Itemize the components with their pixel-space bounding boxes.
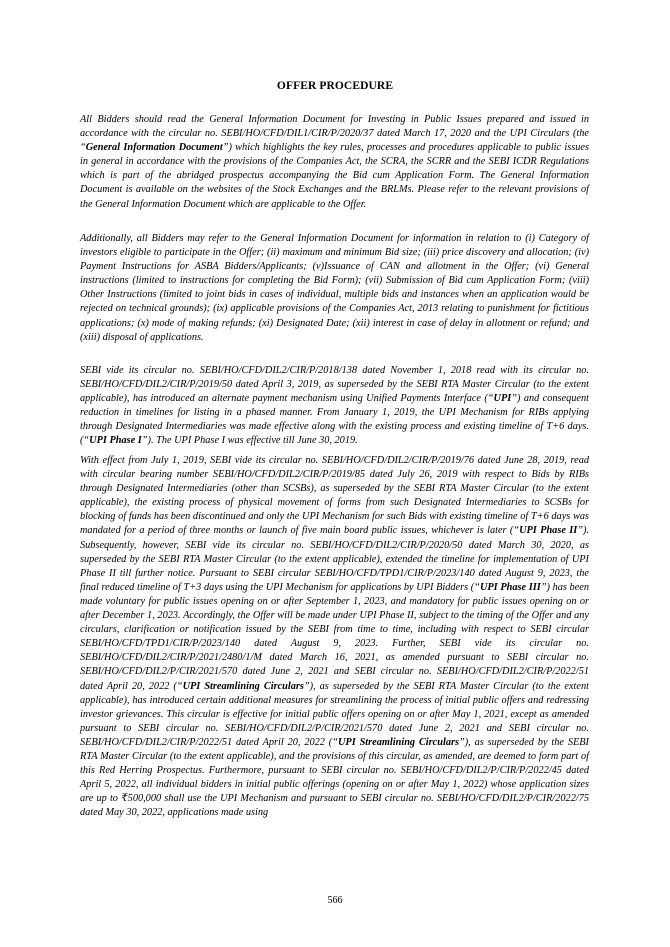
paragraph-upi-phase-1 xyxy=(80,364,589,449)
text-run: ”), as superseded by the SEBI RTA Master Circular (to the extent applicable), and the provisions of this circular, as amended, are deemed to form part of this Red Herring Prospectus. Furthermore, pursuant to SEBI circular no. SEBI/HO/CFD/DIL2/P/CIR/P/2022/45 dated April 5, 2022, all individual bidders in initial public offerings (opening on or after May 1, 2022) whose application sizes are up to ₹500,000 shall use the UPI Mechanism and pursuant to SEBI circular no. SEBI/HO/CFD/DIL2/P/CIR/2022/75 dated May 30, 2022, applications made using xyxy=(80,736,589,819)
page-number: 566 xyxy=(327,895,343,906)
defined-term: UPI Streamlining Circulars xyxy=(337,736,459,748)
text-run: ”). The UPI Phase I was effective till June 30, 2019. xyxy=(141,435,358,447)
text-run: ”). Subsequently, however, SEBI vide its circular no. SEBI/HO/CFD/DIL2/CIR/P/2020/50 dated March 30, 2020, as superseded by the SEBI RTA Master Circular (to the extent applicable), extended the timeline for implementation of UPI Phase II till further notice. Pursuant to SEBI circular SEBI/HO/CFD/TPD1/CIR/P/2023/140 dated August 9, 2023, the final reduced timeline of T+3 days using the UPI Mechanism for applications by UPI Bidders (“ xyxy=(80,525,590,593)
text-run: ”) has been made voluntary for public issues opening on or after September 1, 2023, and mandatory for public issues opening on or after December 1, 2023. Accordingly, the Offer will be made under UPI Phase II, subject to the timing of the Offer and any circulars, clarification or notification issued by the SEBI from time to time, including with respect to SEBI circular SEBI/HO/CFD/TPD1/CIR/P/2023/140 dated August 9, 2023. Further, SEBI vide its circular no. SEBI/HO/CFD/DIL2/CIR/P/2021/2480/1/M dated March 16, 2021, as amended pursuant to SEBI circular no. SEBI/HO/CFD/DIL2/P/CIR/2021/570 dated June 2, 2021 and SEBI circular no. SEBI/HO/CFD/DIL2/CIR/P/2022/51 dated April 20, 2022 (“ xyxy=(80,581,589,692)
defined-term: UPI Phase II xyxy=(519,525,578,537)
defined-term: UPI xyxy=(493,393,512,405)
defined-term: UPI Phase I xyxy=(89,435,142,447)
paragraph-general-information xyxy=(80,113,589,212)
paragraph-additional-references xyxy=(80,232,589,345)
text-run: With effect from July 1, 2019, SEBI vide its circular no. SEBI/HO/CFD/DIL2/CIR/P/2019/76 dated June 28, 2019, read with circular bearing number SEBI/HO/CFD/DIL2/CIR/P/2019/85 dated July 26, 2019 with respect to Bids by RIBs through Designated Intermediaries (other than SCSBs), as superseded by the SEBI RTA Master Circular (to the extent applicable), the existing process of physical movement of forms from such Designated Intermediaries to SCSBs for blocking of funds has been discontinued and only the UPI Mechanism for such Bids with existing timeline of T+6 days was mandated for a period of three months or launch of five main board public issues, whichever is later (“ xyxy=(80,455,589,537)
paragraph-upi-phase-2-3 xyxy=(80,454,589,820)
defined-term: UPI Phase III xyxy=(479,581,541,593)
text-run: ”) which highlights the key rules, processes and procedures applicable to public issues in general in accordance with the provisions of the Companies Act, the SCRA, the SCRR and the SEBI ICDR Regulations which is part of the abridged prospectus accompanying the Bid cum Application Form. The General Information Document is available on the websites of the Stock Exchanges and the BRLMs. Please refer to the relevant provisions of the General Information Document which are applicable to the Offer. xyxy=(80,142,589,210)
text-run: ”), as superseded by the SEBI RTA Master Circular (to the extent applicable), has introduced certain additional measures for streamlining the process of initial public offers and redressing investor grievances. This circular is effective for initial public offers opening on or after May 1, 2021, except as amended pursuant to SEBI circular no. SEBI/HO/CFD/DIL2/P/CIR/2021/570 dated June 2, 2021 and SEBI circular no. SEBI/HO/CFD/DIL2/CIR/P/2022/51 dated April 20, 2022 (“ xyxy=(80,680,589,748)
text-run: Additionally, all Bidders may refer to the General Information Document for information in relation to (i) Category of investors eligible to participate in the Offer; (ii) maximum and minimum Bid size; (iii) price discovery and allocation; (iv) Payment Instructions for ASBA Bidders/Applicants; (v)Issuance of CAN and allotment in the Offer; (vi) General instructions (limited to instructions for completing the Bid Form); (vii) Submission of Bid cum Application Form; (viii) Other Instructions (limited to joint bids in cases of individual, multiple bids and instances when an application would be rejected on technical grounds); (ix) applicable provisions of the Companies Act, 2013 relating to punishment for fictitious applications; (x) mode of making refunds; (xi) Designated Date; (xii) interest in case of delay in allotment or refund; and (xiii) disposal of applications. xyxy=(80,233,589,343)
text-run: ”) and consequent reduction in timelines for listing in a phased manner. From January 1, 2019, the UPI Mechanism for RIBs applying through Designated Intermediaries was made effective along with the existing process and existing timeline of T+6 days. (“ xyxy=(80,393,589,447)
page-title: OFFER PROCEDURE xyxy=(276,80,394,92)
defined-term: General Information Document xyxy=(85,142,223,154)
text-run: SEBI vide its circular no. SEBI/HO/CFD/DIL2/CIR/P/2018/138 dated November 1, 2018 read with its circular no. SEBI/HO/CFD/DIL2/CIR/P/2019/50 dated April 3, 2019, as superseded by the SEBI RTA Master Circular (to the extent applicable), has introduced an alternate payment mechanism using Unified Payments Interface (“ xyxy=(80,365,589,405)
text-run: All Bidders should read the General Information Document for Investing in Public Issues prepared and issued in accordance with the circular no. SEBI/HO/CFD/DIL1/CIR/P/2020/37 dated March 17, 2020 and the UPI Circulars (the “ xyxy=(80,114,589,154)
defined-term: UPI Streamlining Circulars xyxy=(182,680,304,692)
